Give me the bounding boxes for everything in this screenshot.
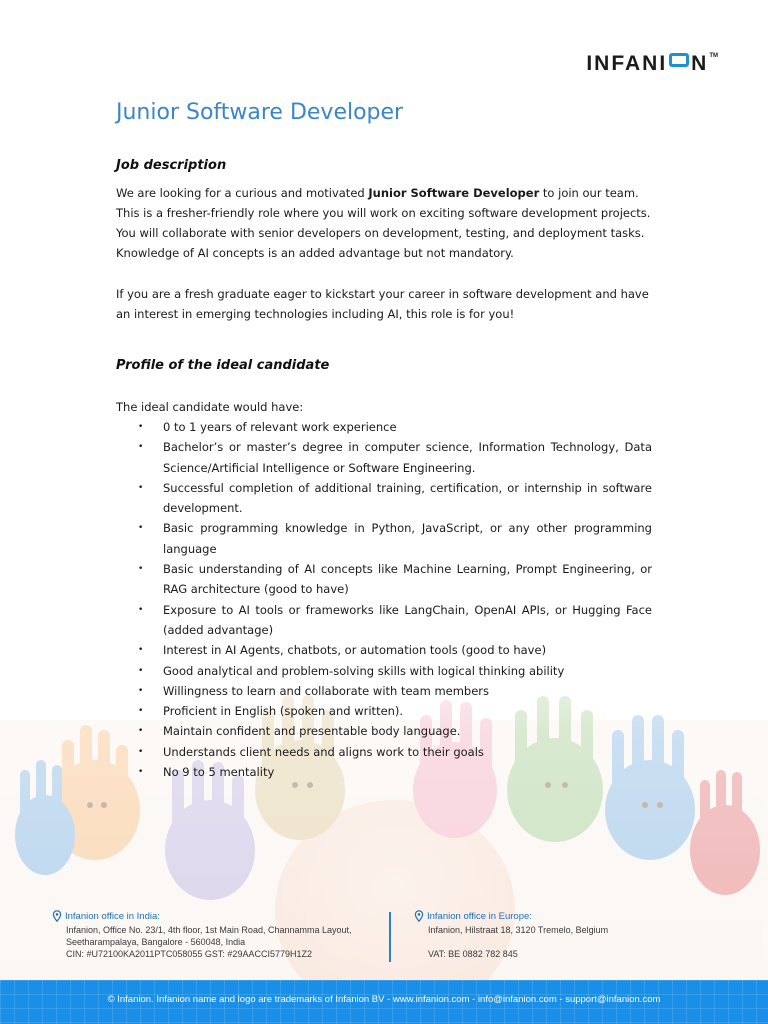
profile-intro: The ideal candidate would have: <box>116 400 304 414</box>
office-india-cin-gst: CIN: #U72100KA2011PTC058055 GST: #29AACCI5779H1Z2 <box>66 949 312 959</box>
logo-text-left: INFANI <box>586 52 668 75</box>
job-description-paragraph-1 <box>116 183 652 263</box>
logo-trademark: TM <box>709 53 718 59</box>
job-description-p1-start: We are looking for a curious and motivated <box>116 186 369 200</box>
requirement-item: • Willingness to learn and collaborate with team members <box>116 681 652 701</box>
requirement-item: • Understands client needs and aligns work to their goals <box>116 742 652 762</box>
job-title-bold: Junior Software Developer <box>368 186 540 200</box>
office-india-address-line-1: Infanion, Office No. 23/1, 4th floor, 1st Main Road, Channamma Layout, <box>66 925 352 935</box>
requirement-item: • Interest in AI Agents, chatbots, or automation tools (good to have) <box>116 640 652 660</box>
footer-copyright: © Infanion. Infanion name and logo are trademarks of Infanion BV - www.infanion.com - info@infanion.com - support@infanion.com <box>107 994 661 1005</box>
location-pin-icon <box>414 910 424 922</box>
job-description-paragraph-2: If you are a fresh graduate eager to kickstart your career in software development and have an interest in emerging technologies including AI, this role is for you! <box>116 287 649 321</box>
page-title: Junior Software Developer <box>116 100 404 125</box>
office-europe <box>414 910 714 960</box>
requirement-item: • 0 to 1 years of relevant work experience <box>116 417 652 437</box>
office-europe-header <box>414 910 714 922</box>
requirement-item: • Good analytical and problem-solving skills with logical thinking ability <box>116 661 652 681</box>
office-europe-heading: Infanion office in Europe: <box>427 910 532 922</box>
office-india <box>52 910 382 960</box>
requirement-item: • Basic understanding of AI concepts like Machine Learning, Prompt Engineering, or RAG architecture (good to have) <box>116 559 652 600</box>
infanion-logo <box>586 52 718 76</box>
requirement-item: • Basic programming knowledge in Python, JavaScript, or any other programming language <box>116 518 652 559</box>
office-india-header <box>52 910 382 922</box>
profile-heading: Profile of the ideal candidate <box>116 358 330 373</box>
office-divider <box>389 912 391 962</box>
job-description-heading: Job description <box>116 158 227 173</box>
office-europe-address: Infanion, Hilstraat 18, 3120 Tremelo, Belgium <box>428 925 609 935</box>
requirements-list <box>116 417 652 782</box>
job-description-p1-end: to join our team. This is a fresher-friendly role where you will work on exciting software development projects. You will collaborate with senior developers on development, testing, and deployment tasks. Knowledge of AI concepts is an added advantage but not mandatory. <box>116 186 651 260</box>
office-europe-vat: VAT: BE 0882 782 845 <box>428 949 518 959</box>
requirement-item: • Maintain confident and presentable body language. <box>116 721 652 741</box>
office-contacts <box>52 910 732 970</box>
requirement-item: • Exposure to AI tools or frameworks like LangChain, OpenAI APIs, or Hugging Face (added advantage) <box>116 600 652 641</box>
logo-text-right: N <box>691 52 709 75</box>
requirement-item: • Successful completion of additional training, certification, or internship in software development. <box>116 478 652 519</box>
office-india-heading: Infanion office in India: <box>65 910 160 922</box>
requirement-item: • No 9 to 5 mentality <box>116 762 652 782</box>
requirement-item: • Proficient in English (spoken and written). <box>116 701 652 721</box>
location-pin-icon <box>52 910 62 922</box>
office-india-address-line-2: Seetharampalaya, Bangalore - 560048, India <box>66 937 246 947</box>
logo-o-mark-icon <box>669 53 689 67</box>
requirement-item: • Bachelor’s or master’s degree in computer science, Information Technology, Data Science/Artificial Intelligence or Software Engineering. <box>116 437 652 478</box>
